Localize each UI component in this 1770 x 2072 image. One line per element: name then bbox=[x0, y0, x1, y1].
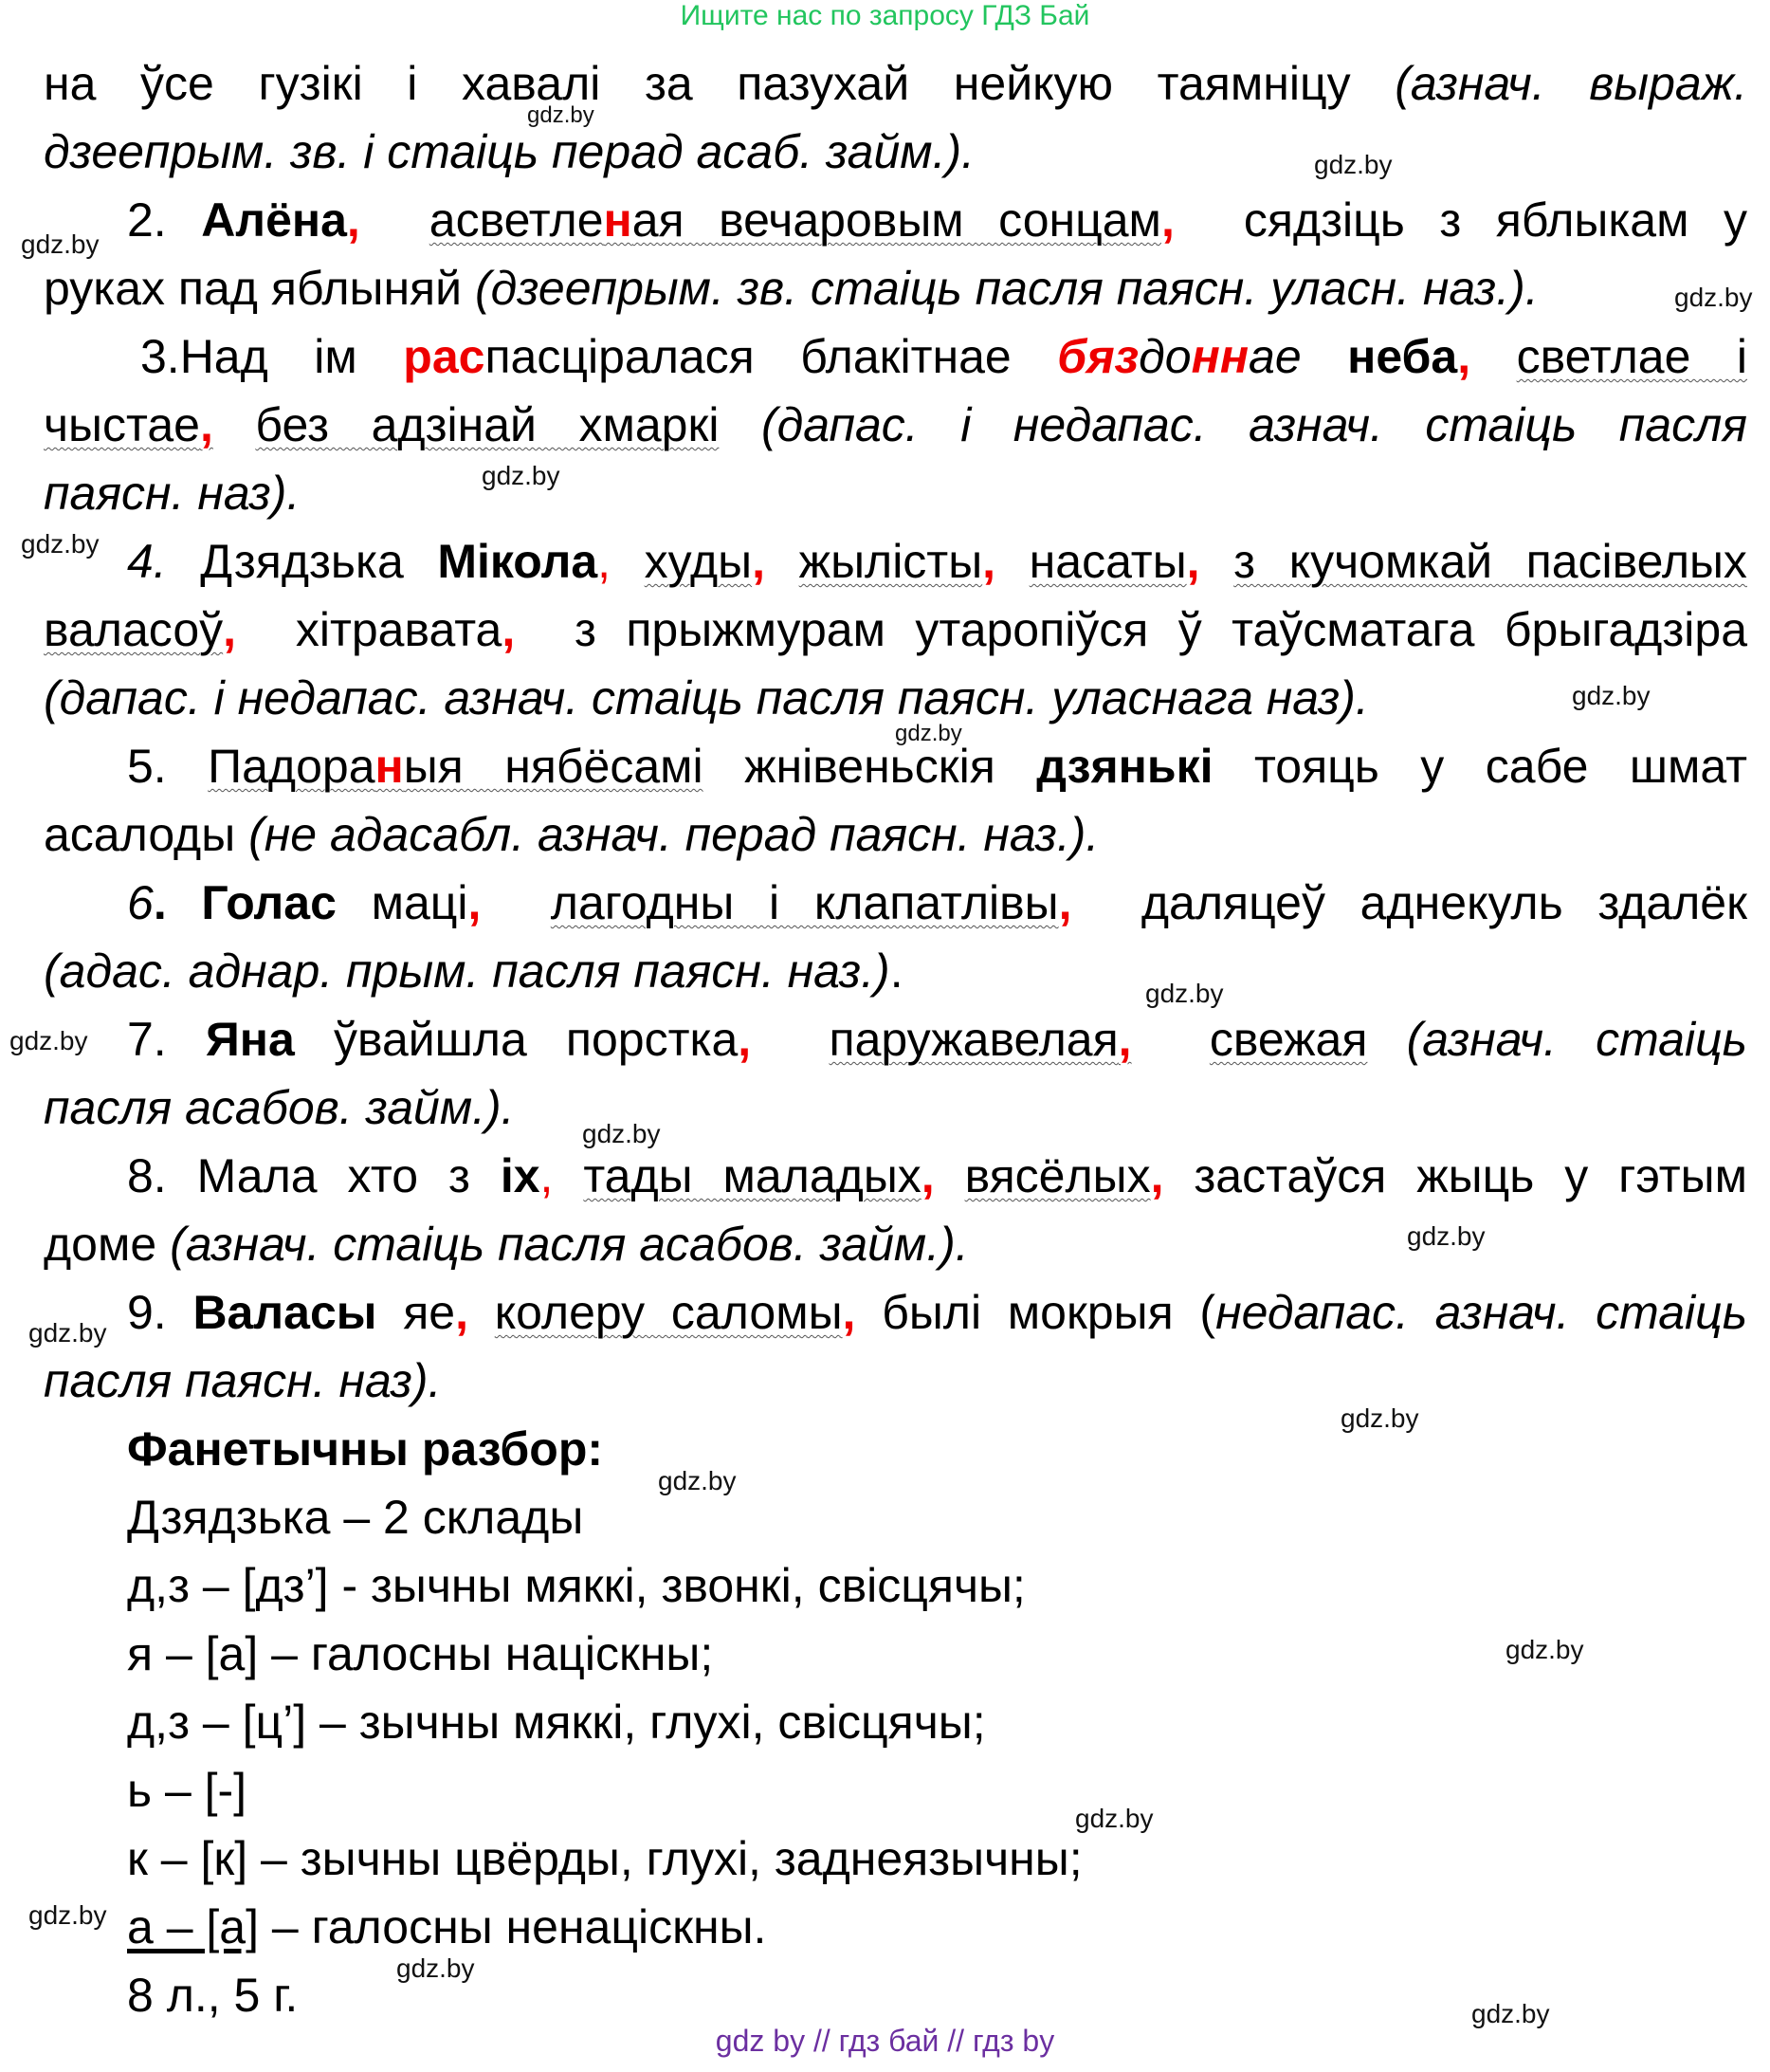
sentence-7: 7. Яна ўвайшла порстка, паружавелая, свежая (азнач. стаіць bbox=[127, 1013, 1747, 1066]
watermark: gdz.by bbox=[1674, 283, 1753, 312]
text-line: (адас. аднар. прым. пасля паясн. наз.). bbox=[44, 944, 903, 998]
sentence-4: 4. Дзядзька Мікола, худы, жылісты, насаты, з кучомкай пасівелых bbox=[127, 535, 1747, 588]
text-line: дзеепрым. зв. і стаіць перад асаб. займ.). bbox=[44, 125, 976, 178]
watermark: gdz.by bbox=[1572, 681, 1651, 710]
watermark: gdz.by bbox=[1145, 979, 1224, 1008]
phonetic-row: д,з – [ц’] – зычны мяккі, глухі, свісцячы; bbox=[127, 1696, 986, 1749]
watermark: gdz.by bbox=[21, 229, 100, 259]
text-line: пасля паясн. наз). bbox=[44, 1354, 442, 1407]
phonetic-summary: 8 л., 5 г. bbox=[127, 1969, 299, 2022]
phonetic-word: Дзядзька – 2 склады bbox=[127, 1491, 584, 1544]
sentence-5: 5. Падораныя нябёсамі жнівеньскія дзянькі тояць у сабе шмат bbox=[127, 740, 1748, 793]
sentence-2: 2. Алёна, асветленая вечаровым сонцам, сядзіць з яблыкам у bbox=[127, 193, 1747, 247]
text-line: асалоды (не адасабл. азнач. перад паясн. наз.). bbox=[44, 808, 1100, 861]
watermark: gdz.by bbox=[1075, 1804, 1154, 1833]
sentence-8: 8. Мала хто з іх, тады маладых, вясёлых, застаўся жыць у гэтым bbox=[127, 1149, 1747, 1202]
watermark: gdz.by bbox=[28, 1318, 107, 1348]
watermark: gdz.by bbox=[1505, 1635, 1584, 1664]
text-line: доме (азнач. стаіць пасля асабов. займ.). bbox=[44, 1218, 969, 1271]
phonetic-row: а – [а] – галосны ненаціскны. bbox=[127, 1900, 767, 1953]
watermark: gdz.by bbox=[895, 721, 962, 746]
search-banner[interactable]: Ищите нас по запросу ГДЗ Бай bbox=[680, 0, 1090, 31]
text-line: руках пад яблыняй (дзеепрым. зв. стаіць пасля паясн. уласн. наз.). bbox=[44, 262, 1539, 315]
watermark: gdz.by bbox=[1314, 150, 1393, 179]
phonetic-row: ь – [-] bbox=[127, 1764, 247, 1817]
text-line: на ўсе гузікі і хавалі за пазухай нейкую таямніцу (азнач. выраж. bbox=[44, 57, 1747, 110]
text-line: валасоў, хітравата, з прыжмурам утаропіўся ў таўсматага брыгадзіра bbox=[44, 603, 1747, 656]
watermark: gdz.by bbox=[28, 1900, 107, 1930]
watermark: gdz.by bbox=[482, 461, 560, 490]
watermark: gdz.by bbox=[658, 1466, 737, 1495]
text-line: пасля асабов. займ.). bbox=[44, 1081, 515, 1134]
watermark: gdz.by bbox=[21, 529, 100, 559]
watermark: gdz.by bbox=[1407, 1221, 1486, 1251]
watermark: gdz.by bbox=[1471, 1999, 1550, 2028]
watermark: gdz.by bbox=[396, 1953, 475, 1983]
sentence-6: 6. Голас маці, лагодны і клапатлівы, даляцеў аднекуль здалёк bbox=[127, 876, 1747, 929]
footer-links[interactable]: gdz by // гдз бай // гдз by bbox=[715, 2024, 1055, 2058]
phonetic-row: я – [а] – галосны націскны; bbox=[127, 1627, 714, 1680]
sentence-9: 9. Валасы яе, колеру саломы, былі мокрыя (недапас. азнач. стаіць bbox=[127, 1286, 1748, 1339]
watermark: gdz.by bbox=[527, 102, 594, 128]
text-line: (дапас. і недапас. азнач. стаіць пасля паясн. уласнага наз). bbox=[44, 671, 1369, 724]
phonetic-row: к – [к] – зычны цвёрды, глухі, заднеязычны; bbox=[127, 1832, 1083, 1885]
text-line: чыстае, без адзінай хмаркі (дапас. і недапас. азнач. стаіць пасля bbox=[44, 398, 1747, 451]
sentence-3: 3.Над ім распасціралася блакітнае бяздоннае неба, светлае і bbox=[140, 330, 1747, 383]
phonetic-heading: Фанетычны разбор: bbox=[127, 1422, 604, 1476]
watermark: gdz.by bbox=[1341, 1403, 1419, 1433]
watermark: gdz.by bbox=[582, 1119, 661, 1148]
phonetic-row: д,з – [дз’] - зычны мяккі, звонкі, свісцячы; bbox=[127, 1559, 1026, 1612]
text-line: паясн. наз). bbox=[44, 467, 301, 520]
watermark: gdz.by bbox=[9, 1026, 88, 1055]
